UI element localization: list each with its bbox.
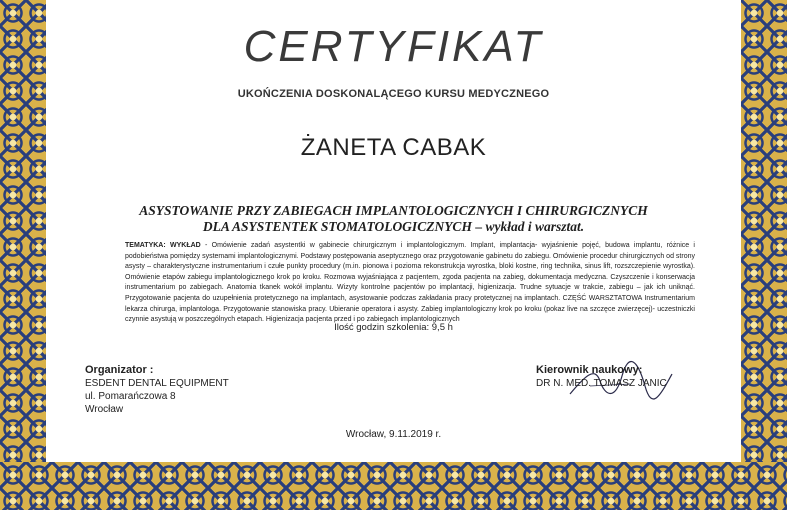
organizer-city: Wrocław <box>85 404 124 415</box>
certificate-title: CERTYFIKAT <box>243 22 544 71</box>
issue-date: Wrocław, 9.11.2019 r. <box>345 429 442 440</box>
organizer-name: ESDENT DENTAL EQUIPMENT <box>85 378 229 389</box>
recipient-name: ŻANETA CABAK <box>300 134 487 161</box>
organizer-block <box>85 364 229 416</box>
organizer-street: ul. Pomarańczowa 8 <box>85 391 176 402</box>
ornamental-border-right <box>741 0 787 510</box>
topics-paragraph <box>125 241 695 326</box>
workshop-label: CZĘŚĆ WARSZTATOWA <box>562 294 642 302</box>
course-title-line1: ASYSTOWANIE PRZY ZABIEGACH IMPLANTOLOGICZNYCH I CHIRURGICZNYCH <box>139 203 648 218</box>
training-hours: Ilość godzin szkolenia: 9,5 h <box>334 322 453 333</box>
topics-text: - Omówienie zadań asystentki w gabinecie chirurgicznym i implantologicznym. Implant, implantacja- wyjaśnienie pojęć, budowa implantu, różnice i podobieństwa pomiędzy systemami implantologicznymi. Podstawy postępowania aseptycznego oraz przygotowanie gabinetu do zabiegu. Omówienie procedur chirurgicznych od strony asysty – charakterystyczne instrumentarium i czułe punkty procedury (m.in. pionowa i pozioma rekonstrukcja wyrostka, bloki kostne, ring technika, sinus lift, rozszczepienie wyrostka). Omówienie etapów zabiegu implantologicznego krok po kroku. Rozmowa wyjaśniająca z pacjentem, zgoda pacjenta na zabieg, dokumentacja medyczna. Czyszczenie i konserwacja instrumentarium po zabiegach. Anatomia tkanek wokół implantu. Wizyty kontrolne pacjentów po implantacji, higienizacja. Trudne sytuacje w trakcie, zabiegu – jak ich uniknąć. Przygotowanie pacjenta do uzupełnienia protetycznego na implantach, asystowanie podczas zakładania pracy protetycznej na implantach. <box>125 242 695 302</box>
scientific-manager-name: DR N. MED. TOMASZ JANIC <box>536 378 667 389</box>
ornamental-border-bottom <box>0 462 787 510</box>
course-title <box>46 203 741 235</box>
certificate-subtitle: UKOŃCZENIA DOSKONALĄCEGO KURSU MEDYCZNEGO <box>237 88 550 100</box>
topics-label: TEMATYKA: WYKŁAD <box>125 242 201 249</box>
course-title-line2: DLA ASYSTENTEK STOMATOLOGICZNYCH – wykład i warsztat. <box>202 219 585 234</box>
scientific-manager-label: Kierownik naukowy: <box>536 364 643 376</box>
organizer-label: Organizator : <box>85 364 154 376</box>
workshop-text: Instrumentarium lekarza chirurga, implantologa. Przygotowanie stanowiska pracy. Ubieranie operatora i asysty. Zabieg implantologiczny krok po kroku (pokaz live na szczęce zwierzęcej)- uczestniczki czynnie asystują w poszczególnych etapach. Higienizacja pacjenta przed i po zabiegach implantologicznych <box>125 294 695 324</box>
ornamental-border-left <box>0 0 46 510</box>
scientific-manager-block <box>536 364 667 390</box>
